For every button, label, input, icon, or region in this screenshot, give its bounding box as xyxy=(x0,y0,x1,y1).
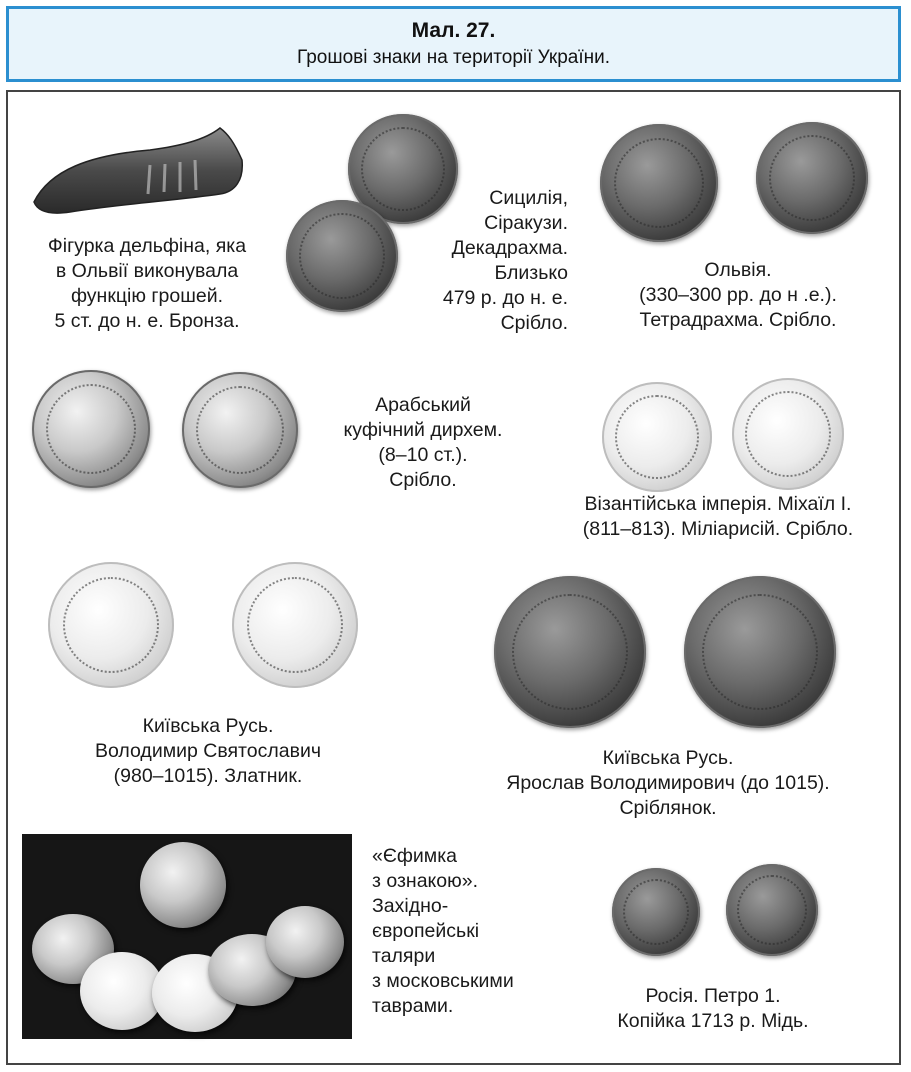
caption-syracuse: Сицилія, Сіракузи. Декадрахма. Близько 479 р. до н. е. Срібло. xyxy=(442,187,568,334)
coin-dirhem-reverse xyxy=(182,372,298,488)
caption-volodymyr: Київська Русь. Володимир Святославич (980–1015). Златник. xyxy=(95,715,321,787)
coin-kopeck-obverse xyxy=(612,868,700,956)
caption-russia: Росія. Петро 1. Копійка 1713 р. Мідь. xyxy=(617,985,809,1032)
coin-byzantine-reverse xyxy=(732,378,844,490)
yefimok-thalers-photo xyxy=(22,834,352,1039)
coin-dirhem-obverse xyxy=(32,370,150,488)
caption-dolphin: Фігурка дельфіна, яка в Ольвії виконувала функцію грошей. 5 ст. до н. е. Бронза. xyxy=(47,235,247,332)
figure-header xyxy=(6,6,901,82)
coin-syracuse-reverse xyxy=(286,200,398,312)
coin-zlatnyk-obverse xyxy=(48,562,174,688)
caption-olbia: Ольвія. (330–300 рр. до н .е.). Тетрадрахма. Срібло. xyxy=(639,259,837,331)
caption-dirhem: Арабський куфічний дирхем. (8–10 ст.). Срібло. xyxy=(343,394,503,491)
coin-olbia-obverse xyxy=(600,124,718,242)
coin-sribliank-obverse xyxy=(494,576,646,728)
caption-yaroslav: Київська Русь. Ярослав Володимирович (до 1015). Сріблянок. xyxy=(506,747,830,819)
coin-thaler xyxy=(266,906,344,978)
caption-byzantine: Візантійська імперія. Міхаїл І. (811–813). Міліарисій. Срібло. xyxy=(582,493,854,540)
dolphin-figure-image xyxy=(30,120,248,220)
coin-thaler xyxy=(140,842,226,928)
figure-title: Мал. 27. xyxy=(411,19,496,42)
coin-olbia-reverse xyxy=(756,122,868,234)
coin-kopeck-reverse xyxy=(726,864,818,956)
coin-sribliank-reverse xyxy=(684,576,836,728)
coin-byzantine-obverse xyxy=(602,382,712,492)
coin-zlatnyk-reverse xyxy=(232,562,358,688)
coins-panel xyxy=(6,90,901,1065)
figure-subtitle: Грошові знаки на території України. xyxy=(296,47,611,68)
caption-yefimok: «Єфимка з ознакою». Західно- європейські таляри з московськими таврами. xyxy=(372,845,514,1017)
